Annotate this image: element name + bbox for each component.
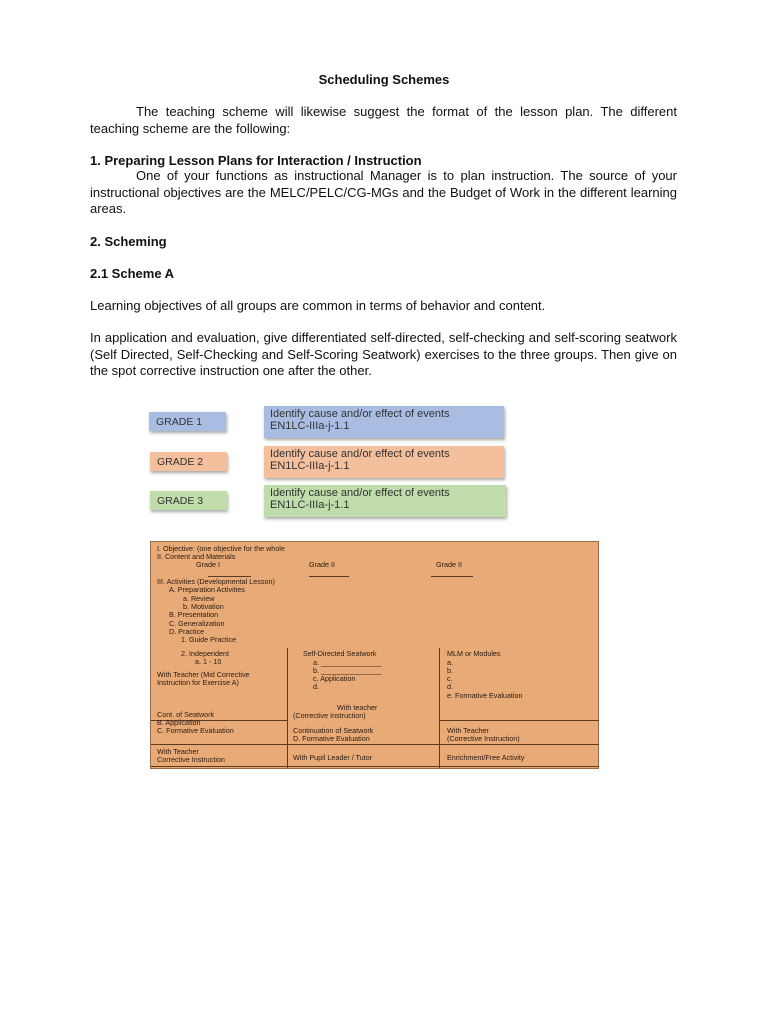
sds-d-line: d. <box>313 682 319 691</box>
with-teacher-2-line: With Teacher <box>157 747 199 756</box>
section-2-heading: 2. Scheming <box>90 234 167 249</box>
grade-3-objective-code: EN1LC-IIIa-j-1.1 <box>270 498 350 511</box>
grade-2-underline <box>309 576 349 577</box>
sds-a-line: a. _______________ <box>313 658 381 667</box>
corrective-paren-line: (Corrective Instruction) <box>293 711 366 720</box>
review-line: a. Review <box>183 594 215 603</box>
c-formative-line: C. Formative Evaluation <box>157 726 234 735</box>
row-divider-2 <box>151 744 599 745</box>
motivation-line: b. Motivation <box>183 602 224 611</box>
grade-2-objective-text: Identify cause and/or effect of events <box>270 448 450 460</box>
sds-b-line: b. _______________ <box>313 666 381 675</box>
grade-3-column: Grade II <box>436 560 462 569</box>
instruction-exercise-line: Instruction for Exercise A) <box>157 678 239 687</box>
sds-c-line: c. Application <box>313 674 356 683</box>
column-divider-1 <box>287 648 288 768</box>
scheme-a-paragraph-2: In application and evaluation, give differentiated self-directed, self-checking and self-scoring seatwork (Self Directed, Self-Checking and Self-Scoring Seatwork) exercises to the three groups. Then give on the spot corrective instruction one after the other. <box>90 330 677 378</box>
section-1-paragraph: One of your functions as instructional Manager is to plan instruction. The source of your instructional objectives are the MELC/PELC/CG-MGs and the Budget of Work in the different learning areas. <box>90 168 677 216</box>
grade-1-objective-code: EN1LC-IIIa-j-1.1 <box>270 419 350 432</box>
corrective-instruction-line: Corrective Instruction <box>157 755 225 764</box>
b-application-line: B. Application <box>157 718 201 727</box>
grade-2-column: Grade II <box>309 560 335 569</box>
grade-3-label: GRADE 3 <box>150 491 227 510</box>
pupil-leader-line: With Pupil Leader / Tutor <box>293 753 373 762</box>
objective-line: I. Objective: (one objective for the whole <box>157 544 285 553</box>
continuation-line: Continuation of Seatwork <box>293 726 374 735</box>
grade-3-objective-text: Identify cause and/or effect of events <box>270 487 450 499</box>
mlm-a-line: a. <box>447 658 453 667</box>
grade-2-objective-code: EN1LC-IIIa-j-1.1 <box>270 459 350 472</box>
grade-1-objective <box>264 406 504 438</box>
mlm-b-line: b. <box>447 666 453 675</box>
mlm-c-line: c. <box>447 674 453 683</box>
activities-line: III. Activities (Developmental Lesson) <box>157 577 275 586</box>
corrective-3-line: (Corrective Instruction) <box>447 734 520 743</box>
content-line: II. Content and Materials <box>157 552 236 561</box>
range-line: a. 1 - 10 <box>195 657 222 666</box>
section-1-heading: 1. Preparing Lesson Plans for Interaction / Instruction <box>90 153 422 168</box>
grade-3-underline <box>431 576 473 577</box>
with-teacher-3-line: With Teacher <box>447 726 489 735</box>
scheme-a-paragraph-1: Learning objectives of all groups are common in terms of behavior and content. <box>90 298 546 313</box>
lesson-plan-table <box>150 541 599 769</box>
d-formative-line: D. Formative Evaluation <box>293 734 370 743</box>
column-divider-2 <box>439 648 440 768</box>
practice-line: D. Practice <box>169 627 205 636</box>
row-divider-right-1 <box>440 720 599 721</box>
grade-1-column: Grade I <box>196 560 220 569</box>
mlm-d-line: d. <box>447 682 453 691</box>
presentation-line: B. Presentation <box>169 610 219 619</box>
preparation-line: A. Preparation Activities <box>169 585 245 594</box>
cont-seatwork-line: Cont. of Seatwork <box>157 710 215 719</box>
intro-paragraph: The teaching scheme will likewise suggest the format of the lesson plan. The different teaching scheme are the following: <box>90 104 677 136</box>
independent-line: 2. Independent <box>181 649 229 658</box>
with-teacher-mid-line: With teacher <box>337 703 378 712</box>
generalization-line: C. Generalization <box>169 619 225 628</box>
with-teacher-line: With Teacher (Mid Corrective <box>157 670 250 679</box>
section-2-1-heading: 2.1 Scheme A <box>90 266 175 281</box>
grade-1-objective-text: Identify cause and/or effect of events <box>270 408 450 420</box>
page-title: Scheduling Schemes <box>318 72 450 87</box>
grade-1-label: GRADE 1 <box>149 412 226 431</box>
enrichment-line: Enrichment/Free Activity <box>447 753 525 762</box>
grade-2-label: GRADE 2 <box>150 452 227 471</box>
self-directed-seatwork: Self-Directed Seatwork <box>303 649 377 658</box>
row-divider-3 <box>151 766 599 767</box>
guide-practice-line: 1. Guide Practice <box>181 635 237 644</box>
grade-2-objective <box>264 446 504 478</box>
mlm-modules: MLM or Modules <box>447 649 501 658</box>
mlm-e-line: e. Formative Evaluation <box>447 691 523 700</box>
grade-3-objective <box>264 485 506 517</box>
